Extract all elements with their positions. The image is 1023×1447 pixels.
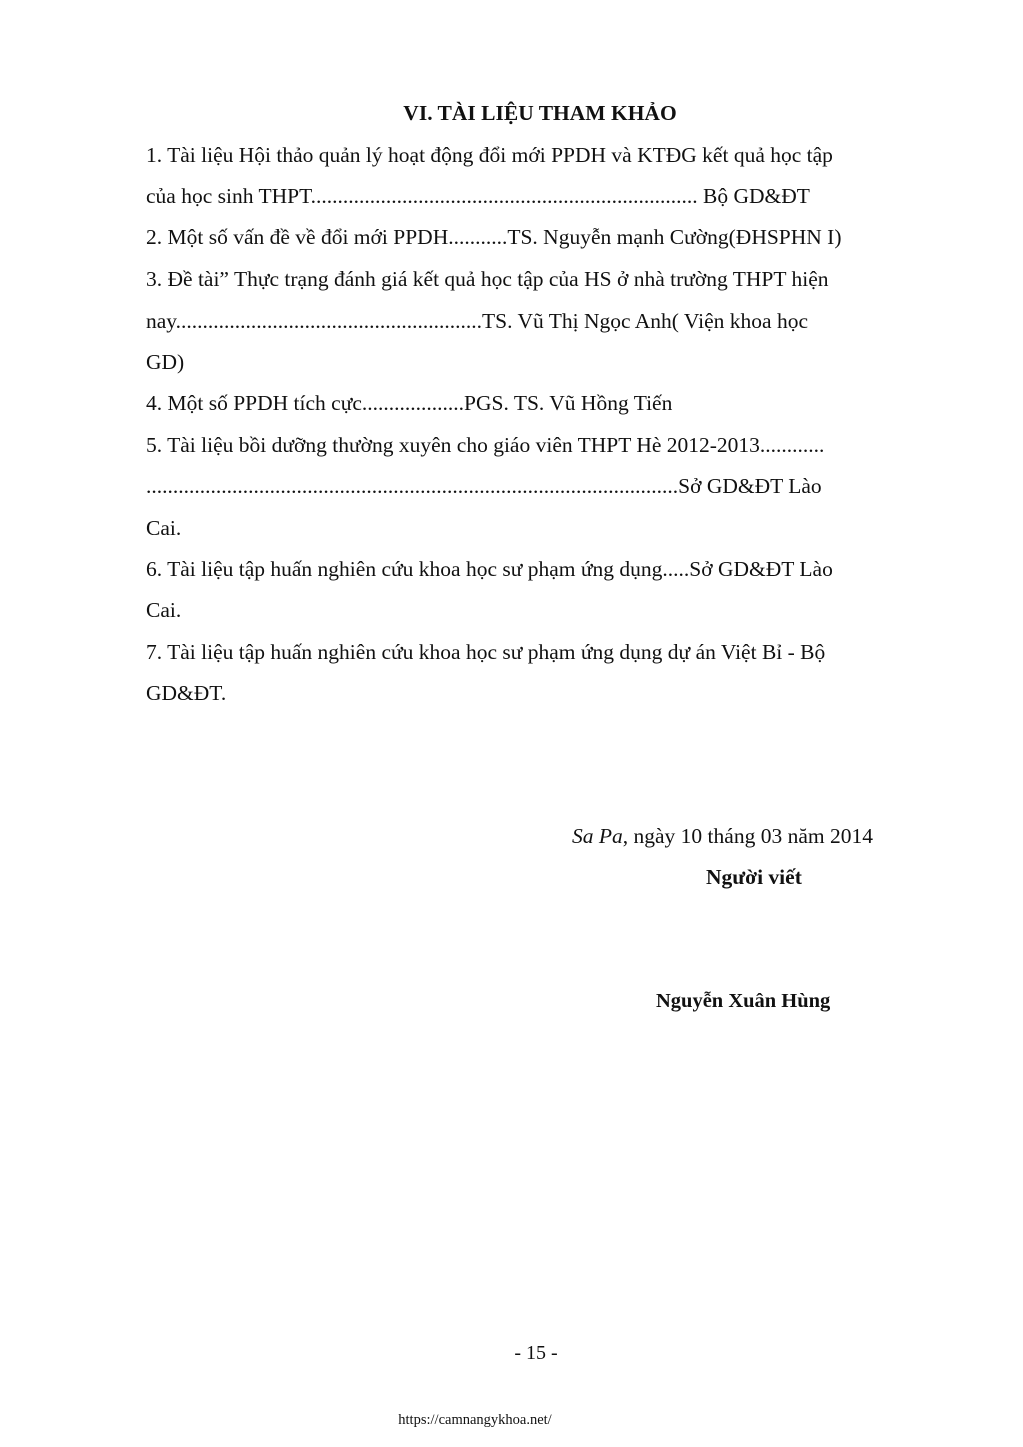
reference-line: ...................................................................................................Sở GD&ĐT Lào xyxy=(146,474,822,498)
reference-line: của học sinh THPT........................................................................ Bộ GD&ĐT xyxy=(146,184,810,208)
reference-line: 1. Tài liệu Hội thảo quản lý hoạt động đổi mới PPDH và KTĐG kết quả học tập xyxy=(146,143,833,167)
reference-line: GD) xyxy=(146,350,185,374)
reference-line: 4. Một số PPDH tích cực...................PGS. TS. Vũ Hồng Tiến xyxy=(146,391,673,415)
footer-url: https://camnangykhoa.net/ xyxy=(398,1412,552,1428)
reference-line: 7. Tài liệu tập huấn nghiên cứu khoa học sư phạm ứng dụng dự án Việt Bỉ - Bộ xyxy=(146,640,826,664)
reference-line: Cai. xyxy=(146,598,182,622)
reference-line: 3. Đề tài” Thực trạng đánh giá kết quả học tập của HS ở nhà trường THPT hiện xyxy=(146,267,829,291)
page-number: - 15 - xyxy=(514,1342,558,1364)
signature-date xyxy=(572,823,873,849)
reference-line: 2. Một số vấn đề về đổi mới PPDH...........TS. Nguyễn mạnh Cường(ĐHSPHN I) xyxy=(146,225,842,249)
signature-name: Nguyễn Xuân Hùng xyxy=(656,990,831,1012)
reference-line: nay.........................................................TS. Vũ Thị Ngọc Anh( Viện khoa học xyxy=(146,309,808,333)
reference-line: 5. Tài liệu bồi dưỡng thường xuyên cho giáo viên THPT Hè 2012-2013............ xyxy=(146,433,825,457)
signature-date-text: , ngày 10 tháng 03 năm 2014 xyxy=(622,824,873,848)
reference-line: 6. Tài liệu tập huấn nghiên cứu khoa học sư phạm ứng dụng.....Sở GD&ĐT Lào xyxy=(146,557,833,581)
section-heading: VI. TÀI LIỆU THAM KHẢO xyxy=(403,101,677,125)
signature-role: Người viết xyxy=(706,865,802,889)
signature-place: Sa Pa xyxy=(572,824,623,848)
reference-line: GD&ĐT. xyxy=(146,681,227,705)
reference-line: Cai. xyxy=(146,516,182,540)
